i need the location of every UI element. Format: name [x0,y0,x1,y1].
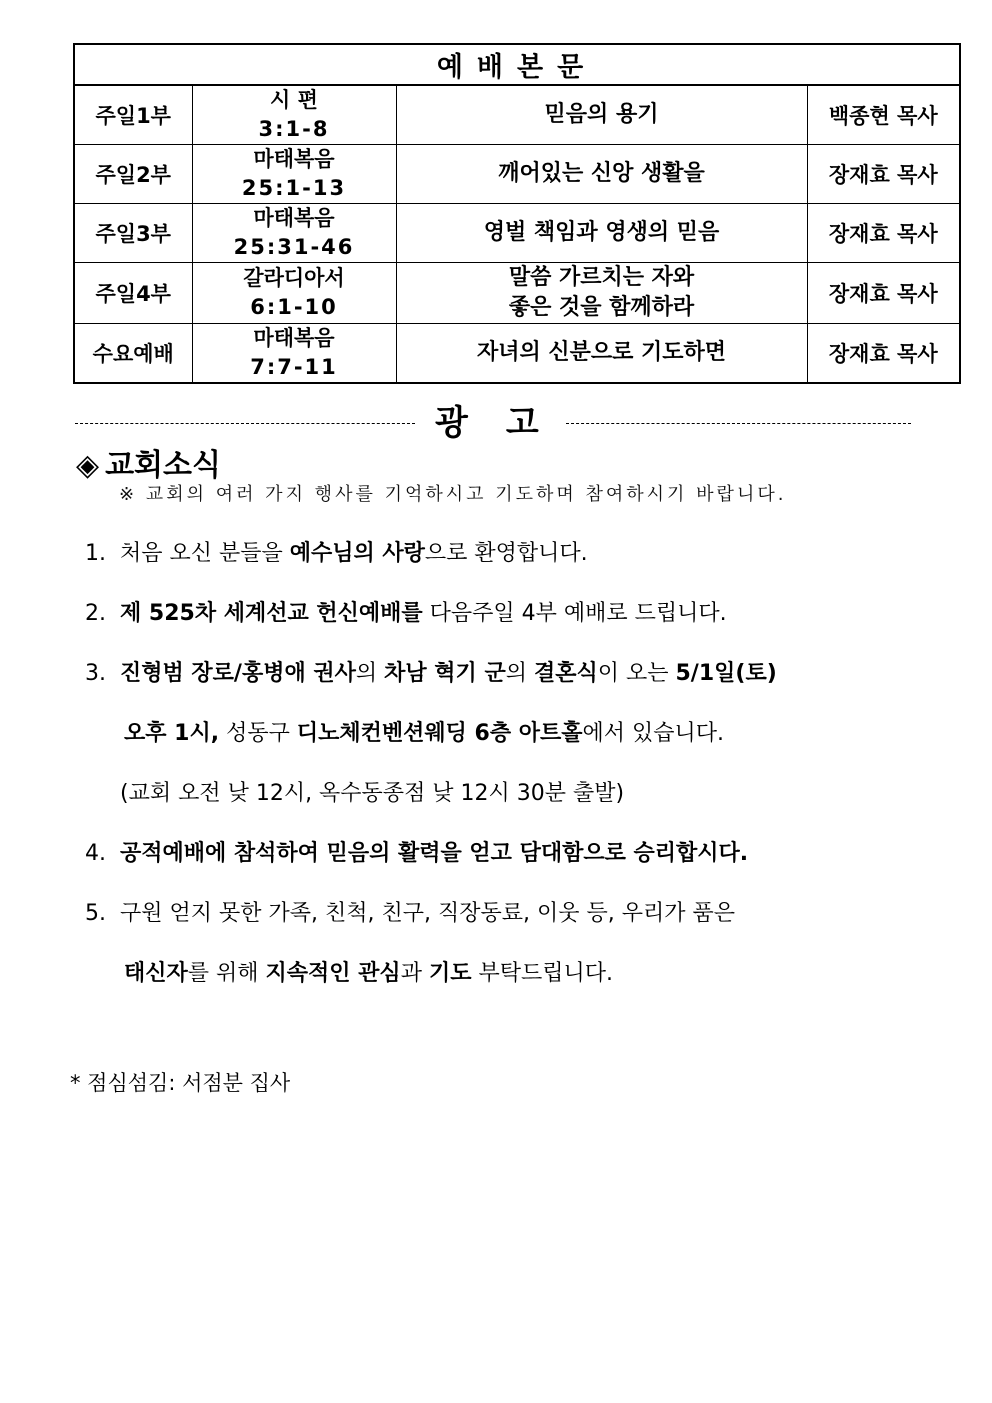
table-heading: 예배본문 [74,44,960,85]
service-name: 수요예배 [74,324,192,384]
scripture-book: 마태복음 [253,147,335,171]
sermon-title-line1: 자녀의 신분으로 기도하면 [476,340,727,365]
sermon-title [396,85,807,145]
news-item-5-line2 [124,956,613,987]
item-number: 3. [85,661,106,686]
item-text: 구원 얻지 못한 가족, 친척, 친구, 직장동료, 이웃 등, 우리가 품은 [120,901,735,926]
news-note: ※ 교회의 여러 가지 행사를 기억하시고 기도하며 참여하시기 바랍니다. [119,484,787,505]
sermon-title [396,324,807,384]
item-emphasis: 공적예배에 참석하여 믿음의 활력을 얻고 담대함으로 승리합시다. [120,841,749,866]
item-number: 4. [85,841,106,866]
scripture-cell [192,85,396,145]
item-text: 를 위해 [187,961,266,986]
item-number: 2. [85,601,106,626]
item-text: 의 [355,661,385,686]
item-text: 처음 오신 분들을 [120,541,290,566]
service-name: 주일1부 [74,85,192,145]
item-text: 의 [505,661,534,686]
service-name: 주일2부 [74,145,192,204]
scripture-book: 마태복음 [253,206,335,230]
scripture-verse: 7:7-11 [250,355,338,379]
table-row [74,263,960,324]
pastor-name: 장재효 목사 [807,145,960,204]
scripture-verse: 25:31-46 [233,235,355,259]
sermon-title-line1: 영벌 책임과 영생의 믿음 [483,220,720,245]
dashed-divider-left [75,423,415,424]
scripture-cell [192,145,396,204]
pastor-name: 장재효 목사 [807,263,960,324]
news-item-4 [85,836,748,867]
item-text: 부탁드립니다. [471,961,613,986]
sermon-table [73,43,961,384]
pastor-name: 장재효 목사 [807,204,960,263]
pastor-name: 장재효 목사 [807,324,960,384]
item-emphasis: 진형범 장로/홍병애 권사 [120,661,356,686]
sermon-title-line1: 말씀 가르치는 자와 [508,265,695,290]
sermon-title [396,204,807,263]
news-item-1 [85,536,588,567]
sermon-title-line1: 깨어있는 신앙 생활을 [498,161,705,186]
table-row [74,204,960,263]
scripture-book: 마태복음 [253,326,335,350]
sermon-title [396,263,807,324]
item-text: 과 [400,961,429,986]
sermon-title [396,145,807,204]
table-row [74,145,960,204]
item-emphasis: 지속적인 관심 [265,961,401,986]
item-emphasis: 기도 [428,961,472,986]
table-title-row [74,44,960,85]
item-emphasis: 차남 혁기 군 [384,661,506,686]
item-number: 1. [85,541,106,566]
news-heading-text: 교회소식 [105,448,221,483]
item-number: 5. [85,901,106,926]
scripture-verse: 25:1-13 [241,176,347,200]
news-item-3-line2 [124,716,724,747]
news-item-3 [85,656,777,687]
news-item-5 [85,896,735,927]
lunch-service-footnote: * 점심섬김: 서점분 집사 [70,1071,291,1095]
sermon-title-line1: 믿음의 용기 [544,102,659,127]
item-emphasis: 결혼식 [533,661,598,686]
item-text: 에서 있습니다. [582,721,724,746]
pastor-name: 백종현 목사 [807,85,960,145]
item-emphasis: 제 525차 세계선교 헌신예배를 [120,601,423,626]
scripture-verse: 6:1-10 [250,295,338,319]
diamond-bullet-icon: ◈ [76,448,100,483]
sermon-title-line2: 좋은 것을 함께하라 [508,295,695,320]
scripture-book: 갈라디아서 [243,266,345,290]
service-name: 주일3부 [74,204,192,263]
ads-title: 광고 [435,403,577,443]
item-emphasis: 오후 1시, [124,721,220,746]
item-emphasis: 디노체컨벤션웨딩 6층 아트홀 [296,721,583,746]
news-item-2 [85,596,727,627]
scripture-cell [192,263,396,324]
item-emphasis: 태신자 [124,961,188,986]
scripture-cell [192,324,396,384]
item-text: 이 오는 [597,661,676,686]
item-text: 다음주일 4부 예배로 드립니다. [422,601,727,626]
dashed-divider-right [566,423,911,424]
scripture-verse: 3:1-8 [258,117,330,141]
item-emphasis: 예수님의 사랑 [289,541,425,566]
item-emphasis: 5/1일(토) [675,661,777,686]
ads-header [73,395,913,443]
scripture-cell [192,204,396,263]
item-text: 으로 환영합니다. [424,541,588,566]
news-heading [76,440,221,484]
service-name: 주일4부 [74,263,192,324]
table-row [74,85,960,145]
scripture-book: 시 편 [270,88,318,112]
table-row [74,324,960,384]
news-item-3-line3: (교회 오전 낮 12시, 옥수동종점 낮 12시 30분 출발) [120,781,625,806]
item-text: 성동구 [219,721,297,746]
